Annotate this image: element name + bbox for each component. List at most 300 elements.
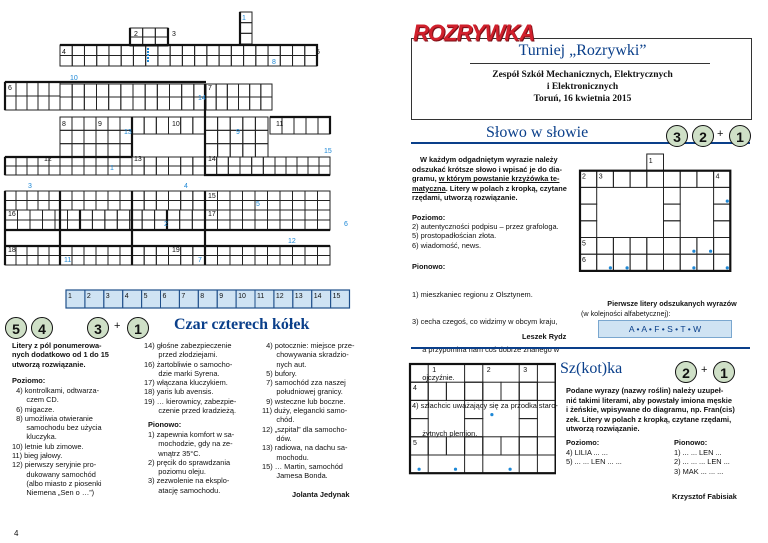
crossword-cell[interactable] bbox=[108, 144, 120, 157]
crossword-cell[interactable] bbox=[133, 97, 145, 110]
crossword-cell[interactable] bbox=[293, 56, 305, 67]
crossword-cell[interactable] bbox=[60, 56, 72, 67]
crossword-cell[interactable] bbox=[96, 191, 108, 201]
crossword-cell[interactable] bbox=[268, 256, 281, 266]
crossword-cell[interactable] bbox=[16, 191, 27, 201]
crossword-cell[interactable] bbox=[55, 210, 68, 220]
crossword-cell[interactable] bbox=[16, 201, 27, 211]
crossword-cell[interactable] bbox=[60, 84, 72, 97]
crossword-cell[interactable] bbox=[193, 246, 205, 256]
crossword-cell[interactable] bbox=[5, 201, 16, 211]
crossword-cell[interactable] bbox=[243, 201, 256, 211]
crossword-cell[interactable] bbox=[297, 157, 308, 166]
crossword-cell[interactable] bbox=[205, 144, 218, 157]
crossword-cell[interactable] bbox=[80, 220, 92, 230]
crossword-cell[interactable] bbox=[181, 191, 193, 201]
crossword-cell[interactable] bbox=[293, 210, 306, 220]
crossword-cell[interactable] bbox=[49, 82, 60, 96]
crossword-cell[interactable] bbox=[239, 84, 250, 97]
crossword-cell[interactable] bbox=[280, 246, 293, 256]
crossword-cell[interactable] bbox=[305, 246, 318, 256]
crossword-cell[interactable] bbox=[240, 33, 252, 44]
crossword-cell[interactable] bbox=[27, 256, 38, 266]
crossword-cell[interactable] bbox=[268, 220, 281, 230]
szkotka-cell[interactable] bbox=[483, 382, 501, 400]
crossword-cell[interactable] bbox=[319, 157, 330, 166]
slowo-cell[interactable] bbox=[580, 204, 597, 221]
crossword-cell[interactable] bbox=[218, 144, 231, 157]
crossword-cell[interactable] bbox=[230, 210, 243, 220]
crossword-cell[interactable] bbox=[84, 56, 96, 67]
crossword-cell[interactable] bbox=[182, 45, 194, 56]
crossword-cell[interactable] bbox=[250, 84, 261, 97]
crossword-cell[interactable] bbox=[205, 166, 217, 175]
szkotka-cell[interactable] bbox=[519, 364, 537, 382]
crossword-cell[interactable] bbox=[193, 191, 205, 201]
crossword-cell[interactable] bbox=[72, 144, 84, 157]
szkotka-cell[interactable] bbox=[483, 437, 501, 455]
crossword-cell[interactable] bbox=[318, 220, 331, 230]
szkotka-cell[interactable] bbox=[465, 437, 483, 455]
slowo-cell[interactable] bbox=[664, 204, 681, 221]
crossword-cell[interactable] bbox=[120, 191, 132, 201]
crossword-cell[interactable] bbox=[121, 84, 133, 97]
crossword-cell[interactable] bbox=[293, 246, 306, 256]
crossword-cell[interactable] bbox=[306, 117, 318, 134]
crossword-cell[interactable] bbox=[84, 166, 96, 175]
crossword-cell[interactable] bbox=[318, 201, 331, 211]
crossword-cell[interactable] bbox=[120, 157, 132, 166]
crossword-cell[interactable] bbox=[72, 130, 84, 143]
szkotka-cell[interactable] bbox=[519, 400, 537, 418]
crossword-cell[interactable] bbox=[60, 130, 72, 143]
szkotka-cell[interactable] bbox=[446, 437, 464, 455]
crossword-cell[interactable] bbox=[240, 166, 252, 175]
crossword-cell[interactable] bbox=[227, 97, 238, 110]
crossword-cell[interactable] bbox=[5, 166, 16, 175]
crossword-cell[interactable] bbox=[60, 97, 72, 110]
crossword-cell[interactable] bbox=[167, 220, 180, 230]
crossword-cell[interactable] bbox=[18, 210, 31, 220]
crossword-cell[interactable] bbox=[216, 84, 227, 97]
crossword-cell[interactable] bbox=[293, 220, 306, 230]
crossword-cell[interactable] bbox=[80, 210, 92, 220]
crossword-cell[interactable] bbox=[230, 144, 243, 157]
crossword-cell[interactable] bbox=[109, 97, 121, 110]
crossword-cell[interactable] bbox=[256, 56, 268, 67]
crossword-cell[interactable] bbox=[305, 220, 318, 230]
crossword-cell[interactable] bbox=[182, 56, 194, 67]
slowo-cell[interactable] bbox=[664, 221, 681, 238]
crossword-cell[interactable] bbox=[143, 28, 156, 37]
crossword-cell[interactable] bbox=[261, 97, 272, 110]
slowo-cell[interactable] bbox=[580, 187, 597, 204]
crossword-cell[interactable] bbox=[5, 220, 18, 230]
szkotka-cell[interactable] bbox=[410, 400, 428, 418]
crossword-cell[interactable] bbox=[293, 45, 305, 56]
crossword-cell[interactable] bbox=[294, 117, 306, 134]
crossword-cell[interactable] bbox=[255, 220, 268, 230]
crossword-cell[interactable] bbox=[280, 191, 293, 201]
crossword-cell[interactable] bbox=[133, 56, 145, 67]
crossword-cell[interactable] bbox=[293, 201, 306, 211]
crossword-cell[interactable] bbox=[38, 96, 49, 110]
crossword-cell[interactable] bbox=[156, 246, 168, 256]
szkotka-cell[interactable] bbox=[428, 437, 446, 455]
szkotka-cell[interactable] bbox=[428, 382, 446, 400]
crossword-cell[interactable] bbox=[84, 97, 96, 110]
crossword-cell[interactable] bbox=[84, 45, 96, 56]
crossword-cell[interactable] bbox=[255, 117, 268, 130]
crossword-cell[interactable] bbox=[250, 97, 261, 110]
crossword-cell[interactable] bbox=[84, 157, 96, 166]
crossword-cell[interactable] bbox=[72, 97, 84, 110]
crossword-cell[interactable] bbox=[120, 256, 132, 266]
crossword-cell[interactable] bbox=[268, 201, 281, 211]
crossword-cell[interactable] bbox=[180, 220, 193, 230]
crossword-cell[interactable] bbox=[244, 45, 256, 56]
crossword-cell[interactable] bbox=[207, 56, 219, 67]
crossword-cell[interactable] bbox=[144, 201, 156, 211]
crossword-cell[interactable] bbox=[156, 117, 168, 134]
crossword-cell[interactable] bbox=[72, 201, 84, 211]
crossword-cell[interactable] bbox=[255, 191, 268, 201]
crossword-cell[interactable] bbox=[282, 117, 294, 134]
crossword-cell[interactable] bbox=[255, 246, 268, 256]
crossword-cell[interactable] bbox=[27, 166, 38, 175]
crossword-cell[interactable] bbox=[255, 144, 268, 157]
crossword-cell[interactable] bbox=[230, 246, 243, 256]
crossword-cell[interactable] bbox=[169, 191, 181, 201]
crossword-cell[interactable] bbox=[181, 157, 193, 166]
crossword-cell[interactable] bbox=[84, 144, 96, 157]
crossword-cell[interactable] bbox=[193, 117, 205, 134]
crossword-cell[interactable] bbox=[84, 84, 96, 97]
crossword-cell[interactable] bbox=[217, 166, 229, 175]
crossword-cell[interactable] bbox=[105, 220, 117, 230]
crossword-cell[interactable] bbox=[108, 117, 120, 130]
crossword-cell[interactable] bbox=[193, 157, 205, 166]
crossword-cell[interactable] bbox=[280, 56, 292, 67]
crossword-cell[interactable] bbox=[145, 97, 157, 110]
crossword-cell[interactable] bbox=[144, 246, 156, 256]
crossword-cell[interactable] bbox=[49, 191, 60, 201]
crossword-cell[interactable] bbox=[72, 157, 84, 166]
crossword-cell[interactable] bbox=[108, 191, 120, 201]
crossword-cell[interactable] bbox=[144, 157, 156, 166]
slowo-cell[interactable] bbox=[664, 171, 681, 188]
crossword-cell[interactable] bbox=[157, 84, 169, 97]
crossword-cell[interactable] bbox=[38, 246, 49, 256]
crossword-cell[interactable] bbox=[97, 45, 109, 56]
crossword-cell[interactable] bbox=[205, 97, 216, 110]
crossword-cell[interactable] bbox=[230, 201, 243, 211]
crossword-cell[interactable] bbox=[158, 56, 170, 67]
crossword-cell[interactable] bbox=[60, 166, 72, 175]
crossword-cell[interactable] bbox=[243, 210, 256, 220]
szkotka-cell[interactable] bbox=[501, 437, 519, 455]
crossword-cell[interactable] bbox=[145, 84, 157, 97]
crossword-cell[interactable] bbox=[144, 256, 156, 266]
crossword-cell[interactable] bbox=[27, 82, 38, 96]
crossword-cell[interactable] bbox=[84, 117, 96, 130]
slowo-cell[interactable] bbox=[697, 171, 714, 188]
crossword-cell[interactable] bbox=[240, 157, 252, 166]
crossword-cell[interactable] bbox=[49, 96, 60, 110]
crossword-cell[interactable] bbox=[144, 166, 156, 175]
crossword-cell[interactable] bbox=[96, 201, 108, 211]
crossword-cell[interactable] bbox=[120, 246, 132, 256]
slowo-cell[interactable] bbox=[630, 171, 647, 188]
szkotka-cell[interactable] bbox=[446, 382, 464, 400]
crossword-cell[interactable] bbox=[133, 45, 145, 56]
crossword-cell[interactable] bbox=[43, 220, 56, 230]
crossword-cell[interactable] bbox=[275, 157, 286, 166]
crossword-cell[interactable] bbox=[293, 191, 306, 201]
crossword-cell[interactable] bbox=[192, 220, 205, 230]
crossword-cell[interactable] bbox=[280, 220, 293, 230]
crossword-cell[interactable] bbox=[218, 210, 231, 220]
crossword-cell[interactable] bbox=[219, 56, 231, 67]
crossword-cell[interactable] bbox=[218, 117, 231, 130]
crossword-cell[interactable] bbox=[255, 210, 268, 220]
crossword-cell[interactable] bbox=[205, 246, 218, 256]
crossword-cell[interactable] bbox=[132, 201, 144, 211]
crossword-cell[interactable] bbox=[49, 256, 60, 266]
crossword-cell[interactable] bbox=[280, 210, 293, 220]
crossword-cell[interactable] bbox=[293, 256, 306, 266]
crossword-cell[interactable] bbox=[318, 210, 331, 220]
crossword-cell[interactable] bbox=[38, 166, 49, 175]
crossword-cell[interactable] bbox=[195, 45, 207, 56]
crossword-cell[interactable] bbox=[142, 220, 154, 230]
crossword-cell[interactable] bbox=[84, 246, 96, 256]
crossword-cell[interactable] bbox=[182, 97, 194, 110]
crossword-cell[interactable] bbox=[60, 246, 72, 256]
crossword-cell[interactable] bbox=[72, 84, 84, 97]
crossword-cell[interactable] bbox=[240, 23, 252, 34]
crossword-cell[interactable] bbox=[144, 117, 156, 134]
crossword-cell[interactable] bbox=[156, 256, 168, 266]
crossword-cell[interactable] bbox=[84, 130, 96, 143]
crossword-cell[interactable] bbox=[228, 157, 240, 166]
crossword-cell[interactable] bbox=[109, 56, 121, 67]
crossword-cell[interactable] bbox=[16, 256, 27, 266]
crossword-cell[interactable] bbox=[252, 166, 264, 175]
crossword-cell[interactable] bbox=[158, 45, 170, 56]
crossword-cell[interactable] bbox=[318, 117, 330, 134]
crossword-cell[interactable] bbox=[96, 256, 108, 266]
crossword-cell[interactable] bbox=[108, 256, 120, 266]
crossword-cell[interactable] bbox=[243, 220, 256, 230]
crossword-cell[interactable] bbox=[27, 201, 38, 211]
crossword-cell[interactable] bbox=[244, 56, 256, 67]
crossword-cell[interactable] bbox=[286, 166, 297, 175]
crossword-cell[interactable] bbox=[72, 191, 84, 201]
crossword-cell[interactable] bbox=[49, 246, 60, 256]
szkotka-cell[interactable] bbox=[465, 382, 483, 400]
slowo-cell[interactable] bbox=[613, 171, 630, 188]
crossword-cell[interactable] bbox=[243, 144, 256, 157]
szkotka-cell[interactable] bbox=[519, 437, 537, 455]
crossword-cell[interactable] bbox=[97, 97, 109, 110]
crossword-cell[interactable] bbox=[157, 97, 169, 110]
crossword-cell[interactable] bbox=[27, 157, 38, 166]
crossword-cell[interactable] bbox=[72, 256, 84, 266]
crossword-cell[interactable] bbox=[268, 210, 281, 220]
crossword-cell[interactable] bbox=[49, 201, 60, 211]
slowo-cell[interactable] bbox=[630, 254, 647, 271]
szkotka-cell[interactable] bbox=[519, 382, 537, 400]
szkotka-cell[interactable] bbox=[410, 364, 428, 382]
crossword-cell[interactable] bbox=[120, 166, 132, 175]
crossword-cell[interactable] bbox=[195, 56, 207, 67]
crossword-cell[interactable] bbox=[275, 166, 286, 175]
crossword-cell[interactable] bbox=[319, 166, 330, 175]
crossword-cell[interactable] bbox=[181, 256, 193, 266]
crossword-cell[interactable] bbox=[230, 191, 243, 201]
crossword-cell[interactable] bbox=[155, 28, 168, 37]
szkotka-cell[interactable] bbox=[519, 419, 537, 437]
crossword-cell[interactable] bbox=[243, 256, 256, 266]
szkotka-cell[interactable] bbox=[410, 419, 428, 437]
crossword-cell[interactable] bbox=[120, 201, 132, 211]
szkotka-cell[interactable] bbox=[465, 382, 483, 400]
crossword-cell[interactable] bbox=[308, 166, 319, 175]
crossword-cell[interactable] bbox=[318, 191, 331, 201]
crossword-cell[interactable] bbox=[255, 130, 268, 143]
slowo-cell[interactable] bbox=[680, 171, 697, 188]
crossword-cell[interactable] bbox=[230, 256, 243, 266]
crossword-cell[interactable] bbox=[181, 246, 193, 256]
crossword-cell[interactable] bbox=[268, 191, 281, 201]
crossword-cell[interactable] bbox=[243, 246, 256, 256]
crossword-cell[interactable] bbox=[243, 191, 256, 201]
szkotka-cell[interactable] bbox=[519, 437, 537, 455]
crossword-cell[interactable] bbox=[218, 246, 231, 256]
crossword-cell[interactable] bbox=[156, 191, 168, 201]
szkotka-cell[interactable] bbox=[519, 382, 537, 400]
crossword-cell[interactable] bbox=[60, 191, 72, 201]
crossword-cell[interactable] bbox=[305, 201, 318, 211]
crossword-cell[interactable] bbox=[142, 210, 154, 220]
crossword-cell[interactable] bbox=[105, 210, 117, 220]
crossword-cell[interactable] bbox=[268, 246, 281, 256]
slowo-cell[interactable] bbox=[664, 187, 681, 204]
crossword-cell[interactable] bbox=[97, 84, 109, 97]
crossword-cell[interactable] bbox=[305, 210, 318, 220]
crossword-cell[interactable] bbox=[182, 84, 194, 97]
crossword-cell[interactable] bbox=[218, 220, 231, 230]
crossword-cell[interactable] bbox=[109, 45, 121, 56]
crossword-cell[interactable] bbox=[55, 220, 68, 230]
crossword-cell[interactable] bbox=[170, 84, 182, 97]
crossword-cell[interactable] bbox=[68, 220, 81, 230]
crossword-cell[interactable] bbox=[72, 45, 84, 56]
crossword-cell[interactable] bbox=[132, 166, 144, 175]
szkotka-cell[interactable] bbox=[465, 437, 483, 455]
crossword-cell[interactable] bbox=[38, 256, 49, 266]
crossword-cell[interactable] bbox=[92, 220, 104, 230]
crossword-cell[interactable] bbox=[120, 144, 132, 157]
crossword-cell[interactable] bbox=[268, 45, 280, 56]
slowo-cell[interactable] bbox=[714, 238, 731, 255]
crossword-cell[interactable] bbox=[181, 201, 193, 211]
szkotka-cell[interactable] bbox=[465, 455, 483, 473]
crossword-cell[interactable] bbox=[60, 201, 72, 211]
slowo-cell[interactable] bbox=[597, 238, 614, 255]
crossword-cell[interactable] bbox=[205, 220, 218, 230]
crossword-cell[interactable] bbox=[72, 56, 84, 67]
crossword-cell[interactable] bbox=[308, 157, 319, 166]
crossword-cell[interactable] bbox=[27, 96, 38, 110]
crossword-cell[interactable] bbox=[108, 201, 120, 211]
crossword-cell[interactable] bbox=[97, 56, 109, 67]
crossword-cell[interactable] bbox=[38, 82, 49, 96]
crossword-cell[interactable] bbox=[146, 45, 158, 56]
crossword-cell[interactable] bbox=[18, 220, 31, 230]
crossword-cell[interactable] bbox=[156, 166, 168, 175]
crossword-cell[interactable] bbox=[68, 210, 81, 220]
crossword-cell[interactable] bbox=[72, 246, 84, 256]
crossword-cell[interactable] bbox=[132, 117, 144, 134]
crossword-cell[interactable] bbox=[5, 256, 16, 266]
crossword-cell[interactable] bbox=[60, 157, 72, 166]
crossword-cell[interactable] bbox=[218, 191, 231, 201]
crossword-cell[interactable] bbox=[181, 117, 193, 134]
szkotka-cell[interactable] bbox=[465, 400, 483, 418]
szkotka-cell[interactable] bbox=[519, 455, 537, 473]
crossword-cell[interactable] bbox=[297, 166, 308, 175]
crossword-cell[interactable] bbox=[49, 166, 60, 175]
crossword-cell[interactable] bbox=[96, 157, 108, 166]
crossword-cell[interactable] bbox=[280, 201, 293, 211]
crossword-cell[interactable] bbox=[96, 166, 108, 175]
slowo-cell[interactable] bbox=[714, 204, 731, 221]
crossword-cell[interactable] bbox=[305, 191, 318, 201]
crossword-cell[interactable] bbox=[205, 201, 218, 211]
crossword-cell[interactable] bbox=[218, 201, 231, 211]
crossword-cell[interactable] bbox=[227, 84, 238, 97]
crossword-cell[interactable] bbox=[193, 201, 205, 211]
crossword-cell[interactable] bbox=[216, 97, 227, 110]
szkotka-cell[interactable] bbox=[501, 382, 519, 400]
crossword-cell[interactable] bbox=[169, 166, 181, 175]
slowo-cell[interactable] bbox=[664, 238, 681, 255]
crossword-cell[interactable] bbox=[218, 130, 231, 143]
crossword-cell[interactable] bbox=[170, 45, 182, 56]
crossword-cell[interactable] bbox=[205, 130, 218, 143]
slowo-cell[interactable] bbox=[613, 238, 630, 255]
crossword-cell[interactable] bbox=[169, 201, 181, 211]
slowo-cell[interactable] bbox=[647, 171, 664, 188]
crossword-cell[interactable] bbox=[280, 256, 293, 266]
slowo-cell[interactable] bbox=[580, 221, 597, 238]
crossword-cell[interactable] bbox=[133, 84, 145, 97]
crossword-cell[interactable] bbox=[16, 82, 27, 96]
crossword-cell[interactable] bbox=[132, 191, 144, 201]
crossword-cell[interactable] bbox=[27, 246, 38, 256]
szkotka-cell[interactable] bbox=[537, 382, 555, 400]
crossword-cell[interactable] bbox=[286, 157, 297, 166]
crossword-cell[interactable] bbox=[27, 191, 38, 201]
crossword-cell[interactable] bbox=[60, 144, 72, 157]
crossword-cell[interactable] bbox=[109, 84, 121, 97]
crossword-cell[interactable] bbox=[72, 117, 84, 130]
crossword-cell[interactable] bbox=[96, 144, 108, 157]
crossword-cell[interactable] bbox=[207, 45, 219, 56]
crossword-cell[interactable] bbox=[243, 130, 256, 143]
